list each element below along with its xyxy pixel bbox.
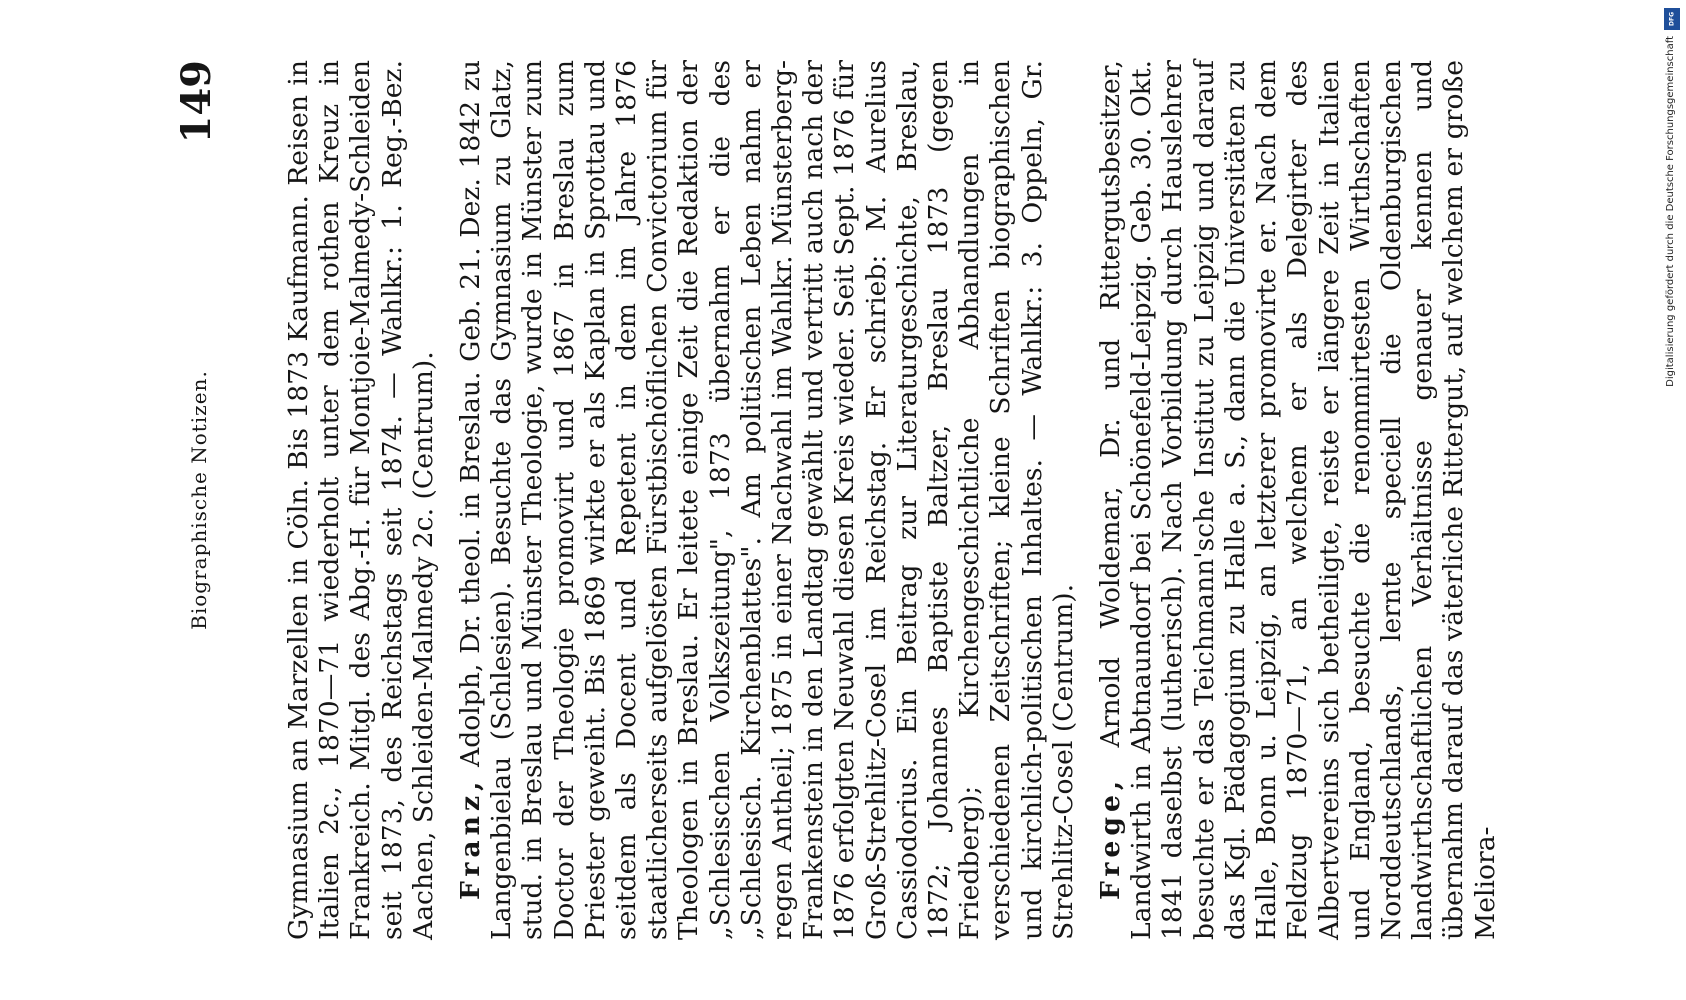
continued-entry-paragraph: Gymnasium an Marzellen in Cöln. Bis 1873 Kaufmann. Reisen in Italien 2c., 1870—71 wiederholt unter dem rothen Kreuz in Frankreich. Mitgl. des Abg.-H. für Montjoie-Malmedy-Schleiden seit 1873, des Reichstags seit 1874. — Wahlkr.: 1. Reg.-Bez. Aachen, Schleiden-Malmedy 2c. (Centrum). xyxy=(283,60,439,940)
digitization-credit xyxy=(1664,8,1680,992)
page-header xyxy=(173,60,233,940)
entry-franz xyxy=(455,60,1079,940)
entry-frege xyxy=(1095,60,1501,940)
entry-name-frege: Frege, xyxy=(1095,775,1127,900)
entry-text-frege: Arnold Woldemar, Dr. und Rittergutsbesitzer, Landwirth in Abtnaundorf bei Schönefeld-Leipzig. Geb. 30. Okt. 1841 daselbst (lutherisch). Nach Vorbildung durch Hauslehrer besuchte er das Teichmann'sche Institut zu Leipzig und darauf das Kgl. Pädagogium zu Halle a. S., dann die Universitäten zu Halle, Bonn u. Leipzig, an letzterer promovirte er. Nach dem Feldzug 1870—71, an welchem er als Delegirter des Albertvereins sich betheiligte, reiste er längere Zeit in Italien und England, besuchte die renommirtesten Wirthschaften Norddeutschlands, lernte speciell die Oldenburgischen landwirthschaftlichen Verhältnisse genauer kennen und übernahm darauf das väterliche Rittergut, auf welchem er große Meliora- xyxy=(1095,60,1501,940)
book-page-rotated xyxy=(143,60,1543,940)
body-text xyxy=(283,60,1501,940)
funding-note: Digitalisierung gefördert durch die Deutsche Forschungsgemeinschaft xyxy=(1665,36,1676,387)
running-title: Biographische Notizen. xyxy=(187,370,211,630)
dfg-logo-icon: DFG xyxy=(1664,8,1680,30)
page-number: 149 xyxy=(173,60,220,144)
entry-text-franz: Adolph, Dr. theol. in Breslau. Geb. 21. Dez. 1842 zu Langenbielau (Schlesien). Besuchte das Gymnasium zu Glatz, stud. in Breslau und Münster Theologie, wurde in Münster zum Doctor der Theologie promovirt und 1867 in Breslau zum Priester geweiht. Bis 1869 wirkte er als Kaplan in Sprottau und seitdem als Docent und Repetent in dem im Jahre 1876 staatlicherseits aufgelösten Fürstbischöflichen Convictorium für Theologen in Breslau. Er leitete einige Zeit die Redaktion der „Schlesischen Volkszeitung", 1873 übernahm er die des „Schlesisch. Kirchenblattes". Am politischen Leben nahm er regen Antheil; 1875 in einer Nachwahl im Wahlkr. Münsterberg-Frankenstein in den Landtag gewählt und vertritt auch nach der 1876 erfolgten Neuwahl diesen Kreis wieder. Seit Sept. 1876 für Groß-Strehlitz-Cosel im Reichstag. Er schrieb: M. Aurelius Cassiodorius. Ein Beitrag zur Literaturgeschichte, Breslau, 1872; Johannes Baptiste Baltzer, Breslau 1873 (gegen Friedberg); Kirchengeschichtliche Abhandlungen in verschiedenen Zeitschriften; kleine Schriften biographischen und kirchlich-politischen Inhaltes. — Wahlkr.: 3. Oppeln, Gr. Strehlitz-Cosel (Centrum). xyxy=(455,60,1079,940)
entry-name-franz: Franz, xyxy=(455,776,487,900)
